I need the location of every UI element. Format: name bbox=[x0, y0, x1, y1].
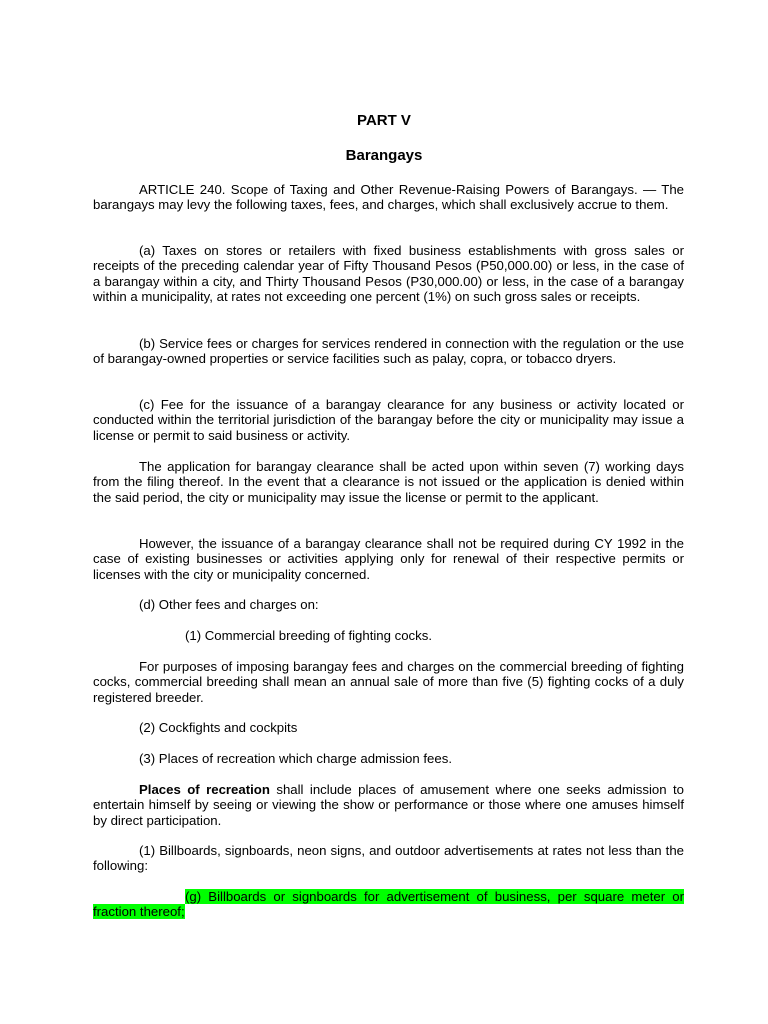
places-of-recreation-term: Places of recreation bbox=[139, 782, 270, 797]
paragraph-d: (d) Other fees and charges on: bbox=[139, 597, 319, 612]
part-heading: PART V bbox=[357, 112, 411, 129]
paragraph-places-of-recreation bbox=[93, 782, 684, 828]
item-g-line-1: (g) Billboards or signboards for advertisement of business, per square meter or bbox=[185, 889, 684, 904]
section-title: Barangays bbox=[345, 147, 423, 164]
paragraph-b: (b) Service fees or charges for services rendered in connection with the regulation or the use of barangay-owned properties or service facilities such as palay, copra, or tobacco dryers. bbox=[93, 336, 684, 367]
paragraph-clearance-exemption: However, the issuance of a barangay clearance shall not be required during CY 1992 in the case of existing businesses or activities applying only for renewal of their respective permits or licenses with the city or municipality concerned. bbox=[93, 536, 684, 582]
item-g-line-2: fraction thereof; bbox=[93, 904, 185, 920]
paragraph-commercial-breeding: For purposes of imposing barangay fees and charges on the commercial breeding of fighting cocks, commercial breeding shall mean an annual sale of more than five (5) fighting cocks of a duly registered breeder. bbox=[93, 659, 684, 705]
item-d1: (1) Commercial breeding of fighting cocks. bbox=[185, 628, 433, 643]
item-billboards: (1) Billboards, signboards, neon signs, and outdoor advertisements at rates not less than the following: bbox=[93, 843, 684, 874]
places-of-recreation-definition: shall include places of amusement where one seeks admission to entertain himself by seeing or viewing the show or performance or those where one amuses himself by direct participation. bbox=[93, 782, 685, 828]
paragraph-c: (c) Fee for the issuance of a barangay clearance for any business or activity located or conducted within the territorial jurisdiction of the barangay before the city or municipality may issue a license or permit to said business or activity. bbox=[93, 397, 684, 443]
item-d3: (3) Places of recreation which charge admission fees. bbox=[139, 751, 452, 766]
paragraph-a: (a) Taxes on stores or retailers with fixed business establishments with gross sales or receipts of the preceding calendar year of Fifty Thousand Pesos (P50,000.00) or less, in the case of a barangay within a city, and Thirty Thousand Pesos (P30,000.00) or less, in the case of a barangay within a municipality, at rates not exceeding one percent (1%) on such gross sales or receipts. bbox=[93, 243, 684, 305]
highlighted-item-g bbox=[93, 889, 684, 920]
paragraph-clearance-application: The application for barangay clearance shall be acted upon within seven (7) working days from the filing thereof. In the event that a clearance is not issued or the application is denied within the said period, the city or municipality may issue the license or permit to the applicant. bbox=[93, 459, 684, 505]
item-d2: (2) Cockfights and cockpits bbox=[139, 720, 298, 735]
article-240-paragraph: ARTICLE 240. Scope of Taxing and Other Revenue-Raising Powers of Barangays. — The barangays may levy the following taxes, fees, and charges, which shall exclusively accrue to them. bbox=[93, 182, 684, 213]
